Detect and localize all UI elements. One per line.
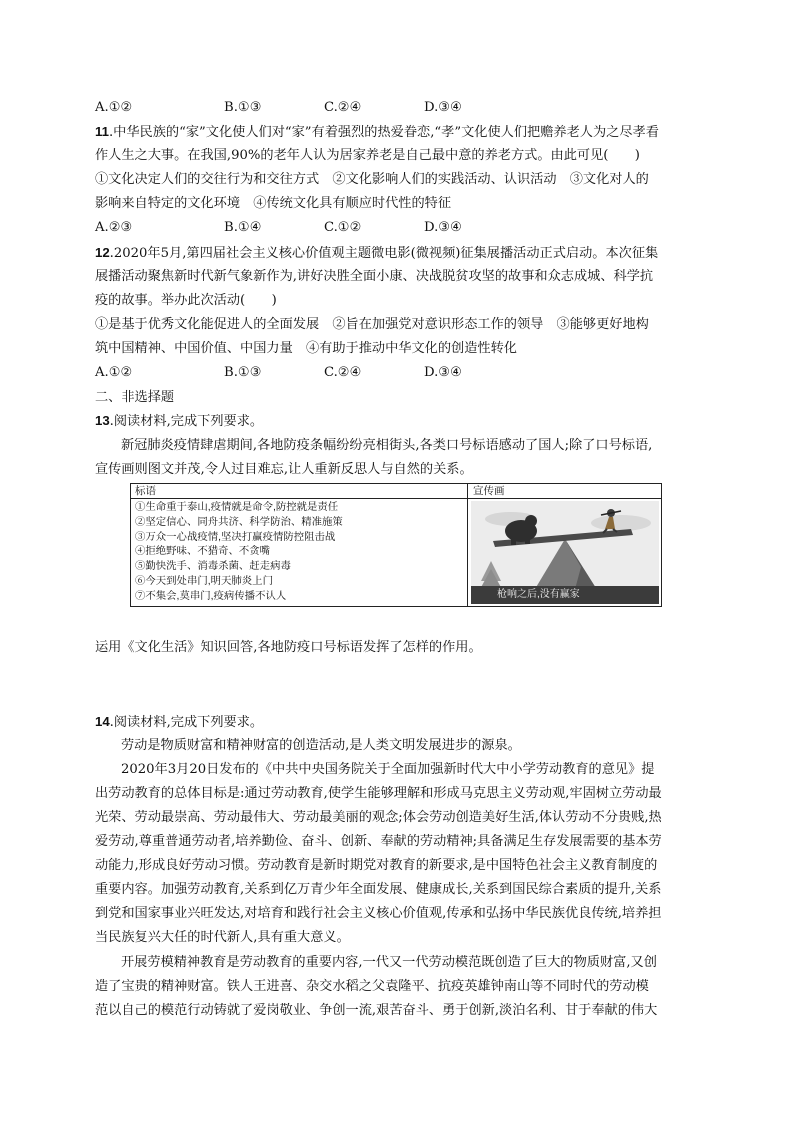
q14-paragraph-line: 重要内容。加强劳动教育,关系到亿万青少年全面发展、健康成长,关系到国民综合素质的提升,关系 bbox=[95, 882, 662, 897]
q12-statement-line-1: ①是基于优秀文化能促进人的全面发展 ②旨在加强党对意识形态工作的领导 ③能够更好地构 bbox=[95, 317, 649, 332]
slogan-item: ④拒绝野味、不猎奇、不贪嘴 bbox=[135, 546, 271, 558]
q11-option-b[interactable]: B.①④ bbox=[224, 220, 262, 235]
q11-option-a[interactable]: A.②③ bbox=[95, 220, 133, 235]
q13-material-line-1: 新冠肺炎疫情肆虐期间,各地防疫条幅纷纷亮相街头,各类口号标语感动了国人;除了口号标语, bbox=[121, 438, 653, 453]
q11-statement-line-2: 影响来自特定的文化环境 ④传统文化具有顺应时代性的特征 bbox=[95, 196, 452, 211]
q12-stem-line-1: 12.2020年5月,第四届社会主义核心价值观主题微电影(微视频)征集展播活动正式启动。本次征集 bbox=[95, 245, 659, 261]
q12-number: 12 bbox=[95, 245, 110, 260]
q11-stem-line-2: 作人生之大事。在我国,90%的老年人认为居家养老是自己最中意的养老方式。由此可见( ) bbox=[95, 148, 640, 163]
q14-paragraph-line: 到党和国家事业兴旺发达,对培育和践行社会主义核心价值观,传承和弘扬中华民族优良传统,培养担 bbox=[95, 906, 662, 921]
poster-image bbox=[471, 501, 659, 604]
q14-paragraph-line: 开展劳模精神教育是劳动教育的重要内容,一代又一代劳动模范既创造了巨大的物质财富,又创 bbox=[121, 955, 657, 970]
slogan-item: ③万众一心战疫情,坚决打赢疫情防控阻击战 bbox=[135, 531, 336, 543]
q11-option-d[interactable]: D.③④ bbox=[424, 220, 462, 235]
q10-option-b[interactable]: B.①③ bbox=[224, 100, 262, 115]
q13-number: 13 bbox=[95, 413, 110, 428]
q12-stem-line-2: 展播活动聚焦新时代新气象新作为,讲好决胜全面小康、决战脱贫攻坚的故事和众志成城、科学抗 bbox=[95, 269, 654, 284]
slogan-item: ⑥今天到处串门,明天肺炎上门 bbox=[135, 575, 273, 587]
q13-prompt: 13.阅读材料,完成下列要求。 bbox=[95, 413, 264, 429]
section-heading-non-choice: 二、非选择题 bbox=[95, 389, 175, 404]
q14-paragraph-line: 动能力,形成良好劳动习惯。劳动教育是新时期党对教育的新要求,是中国特色社会主义教育制度的 bbox=[95, 858, 658, 873]
q12-stem-line-3: 疫的故事。举办此次活动( ) bbox=[95, 293, 277, 308]
table-header-poster: 宣传画 bbox=[473, 485, 505, 497]
slogan-item: ②坚定信心、同舟共济、科学防治、精准施策 bbox=[135, 516, 343, 528]
q13-question: 运用《文化生活》知识回答,各地防疫口号标语发挥了怎样的作用。 bbox=[95, 640, 482, 655]
q14-prompt: 14.阅读材料,完成下列要求。 bbox=[95, 714, 264, 730]
q12-option-b[interactable]: B.①③ bbox=[224, 365, 262, 380]
q14-paragraph-line: 当民族复兴大任的时代新人,具有重大意义。 bbox=[95, 930, 350, 945]
q10-option-c[interactable]: C.②④ bbox=[324, 100, 362, 115]
q13-material-line-2: 宣传画则图文并茂,令人过目难忘,让人重新反思人与自然的关系。 bbox=[95, 462, 473, 477]
slogan-item: ⑤勤快洗手、消毒杀菌、赶走病毒 bbox=[135, 561, 291, 573]
q12-options bbox=[95, 361, 595, 385]
poster-caption: 枪响之后,没有赢家 bbox=[471, 586, 659, 604]
table-header-slogans: 标语 bbox=[135, 485, 156, 497]
q11-statement-line-1: ①文化决定人们的交往行为和交往方式 ②文化影响人们的实践活动、认识活动 ③文化对人的 bbox=[95, 172, 649, 187]
q10-option-a[interactable]: A.①② bbox=[95, 100, 133, 115]
slogan-item: ①生命重于泰山,疫情就是命令,防控就是责任 bbox=[135, 502, 339, 513]
q14-paragraph-line: 光荣、劳动最崇高、劳动最伟大、劳动最美丽的观念;体会劳动创造美好生活,体认劳动不分贵贱,热 bbox=[95, 810, 662, 825]
q14-paragraph-line: 范以自己的模范行动铸就了爱岗敬业、争创一流,艰苦奋斗、勇于创新,淡泊名利、甘于奉献的伟大 bbox=[95, 1003, 658, 1018]
q14-paragraph-line: 劳动是物质财富和精神财富的创造活动,是人类文明发展进步的源泉。 bbox=[121, 738, 521, 753]
q14-paragraph-line: 爱劳动,尊重普通劳动者,培养勤俭、奋斗、创新、奉献的劳动精神;具备满足生存发展需要的基本劳 bbox=[95, 834, 662, 849]
q12-option-a[interactable]: A.①② bbox=[95, 365, 133, 380]
q11-number: 11 bbox=[95, 124, 109, 139]
slogan-item: ⑦不集会,莫串门,疫病传播不认人 bbox=[135, 590, 287, 602]
table-divider bbox=[467, 484, 468, 606]
table-header-row bbox=[131, 484, 661, 499]
q11-stem-line-1: 11.中华民族的“家”文化使人们对“家”有着强烈的热爱眷恋,“孝”文化使人们把赡养老人为之尽孝看 bbox=[95, 124, 659, 140]
q14-paragraph-line: 造了宝贵的精神财富。铁人王进喜、杂交水稻之父袁隆平、抗疫英雄钟南山等不同时代的劳动模 bbox=[95, 979, 649, 994]
q10-option-d[interactable]: D.③④ bbox=[424, 100, 462, 115]
q12-option-c[interactable]: C.②④ bbox=[324, 365, 362, 380]
slogan-table bbox=[130, 483, 662, 607]
q12-statement-line-2: 筑中国精神、中国价值、中国力量 ④有助于推动中华文化的创造性转化 bbox=[95, 341, 517, 356]
q11-options bbox=[95, 216, 595, 240]
q14-paragraph-line: 出劳动教育的总体目标是:通过劳动教育,使学生能够理解和形成马克思主义劳动观,牢固树立劳动最 bbox=[95, 786, 662, 801]
q14-paragraph-line: 2020年3月20日发布的《中共中央国务院关于全面加强新时代大中小学劳动教育的意见》提 bbox=[121, 762, 655, 777]
q14-number: 14 bbox=[95, 714, 110, 729]
slogan-list bbox=[135, 501, 465, 605]
q12-option-d[interactable]: D.③④ bbox=[424, 365, 462, 380]
q10-options bbox=[95, 96, 595, 120]
q11-option-c[interactable]: C.①② bbox=[324, 220, 362, 235]
